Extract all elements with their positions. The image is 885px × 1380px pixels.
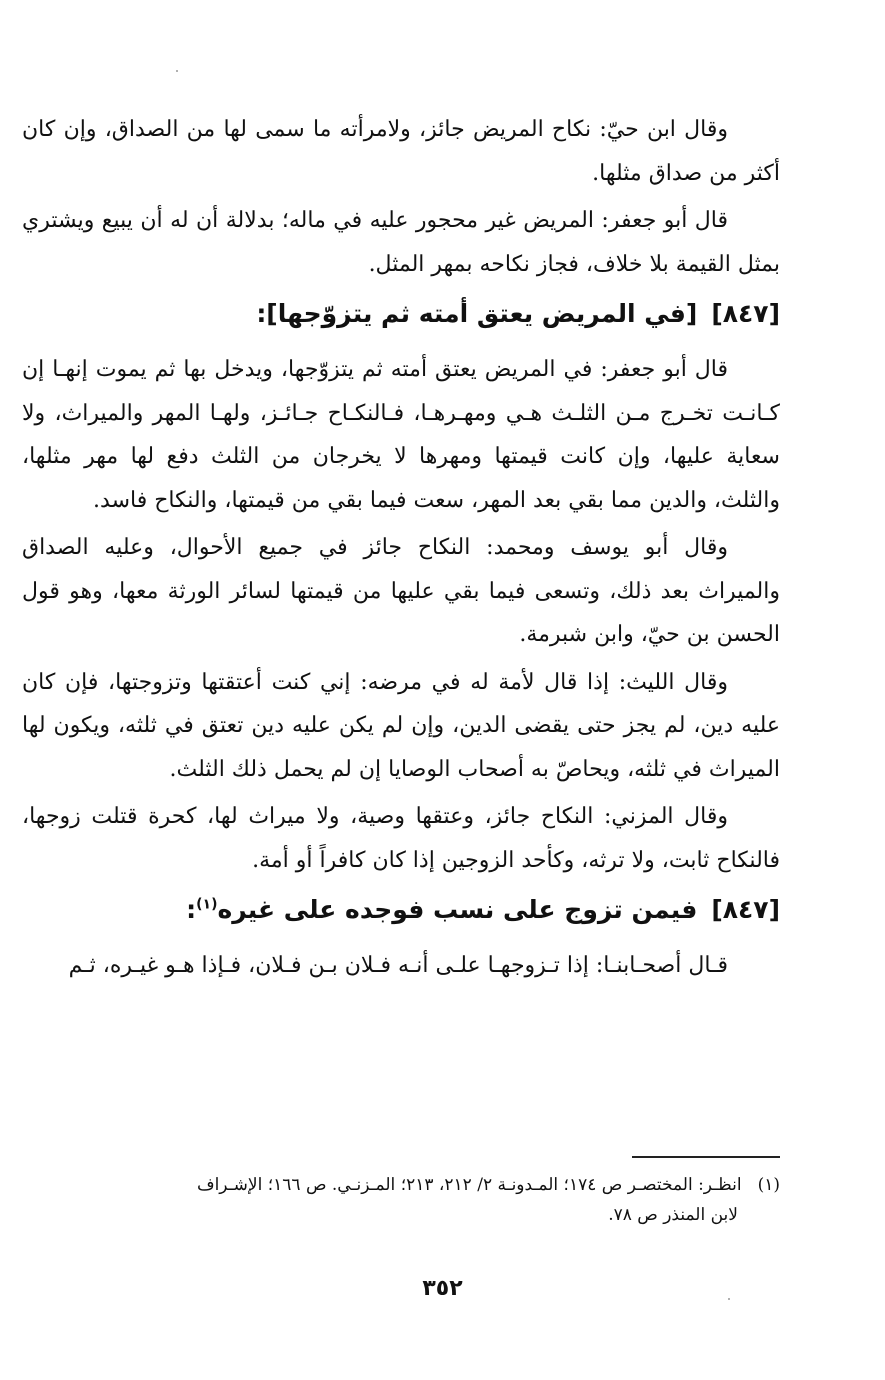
footnote-ref: (١) <box>196 896 218 913</box>
section-heading-847-b <box>22 890 780 930</box>
paragraph-ashabuna: قـال أصحـابنـا: إذا تـزوجهـا علـى أنـه فـلان بـن فـلان، فـإذا هـو غيـره، ثـم <box>68 953 728 978</box>
footnote-text: انظـر: المختصـر ص ١٧٤؛ المـدونـة ٢/ ٢١٢، ٢١٣؛ المـزنـي. ص ١٦٦؛ الإشـراف <box>196 1175 742 1195</box>
section-number: [٨٤٧] <box>711 895 780 924</box>
footnote-continuation: لابن المنذر ص ٧٨. <box>608 1205 738 1225</box>
section-title: فيمن تزوج على نسب فوجده على غيره <box>217 895 698 924</box>
paragraph-al-layth: وقال الليث: إذا قال لأمة له في مرضه: إني كنت أعتقتها وتزوجتها، فإن كان عليه دين، لم يجز حتى يقضى الدين، وإن لم يكن عليه دين تعتق في ثلثه، ويكون لها الميراث في ثلثه، ويحاصّ به أصحاب الوصايا إن لم يحمل ذلك الثلث. <box>22 669 780 782</box>
paragraph-ibn-hayy: وقال ابن حيّ: نكاح المريض جائز، ولامرأته ما سمى لها من الصداق، وإن كان أكثر من صداق مثلها. <box>22 117 780 186</box>
section-title-suffix: : <box>186 895 197 924</box>
footnote-mark: (١) <box>757 1175 780 1195</box>
page-number: ٣٥٢ <box>422 1276 463 1301</box>
scan-speck <box>176 70 178 72</box>
page-body <box>22 108 780 992</box>
paragraph-al-muzani: وقال المزني: النكاح جائز، وعتقها وصية، ولا ميراث لها، كحرة قتلت زوجها، فالنكاح ثابت، ولا ترثه، وكأحد الزوجين إذا كان كافراً أو أمة. <box>22 804 780 873</box>
section-heading-847-a <box>22 294 780 334</box>
section-number: [٨٤٧] <box>711 299 780 328</box>
scan-speck <box>728 1298 730 1300</box>
footnote-divider <box>632 1156 780 1158</box>
footnote-line <box>22 1170 780 1200</box>
paragraph-abu-yusuf: وقال أبو يوسف ومحمد: النكاح جائز في جميع الأحوال، وعليه الصداق والميراث بعد ذلك، وتسعى فيما بقي عليها من قيمتها لسائر الورثة معها، وهو قول الحسن بن حيّ، وابن شبرمة. <box>22 535 780 647</box>
section-title: [في المريض يعتق أمته ثم يتزوّجها]: <box>256 299 698 328</box>
paragraph-abu-jafar-2: قال أبو جعفر: في المريض يعتق أمته ثم يتزوّجها، ويدخل بها ثم يموت إنهـا إن كـانـت تخـرج مـن الثلـث هـي ومهـرهـا، فـالنكـاح جـائـز، ولهـا المهر والميراث، ولا سعاية عليها، وإن كانت قيمتها ومهرها لا يخرجان من الثلث دفع لها مهر مثلها، والثلث، والدين مما بقي بعد المهر، سعت فيما بقي من قيمتها، والنكاح فاسد. <box>22 357 780 513</box>
footnotes <box>22 1170 780 1230</box>
paragraph-abu-jafar-1: قال أبو جعفر: المريض غير محجور عليه في ماله؛ بدلالة أن له أن يبيع ويشتري بمثل القيمة بلا خلاف، فجاز نكاحه بمهر المثل. <box>22 208 780 277</box>
